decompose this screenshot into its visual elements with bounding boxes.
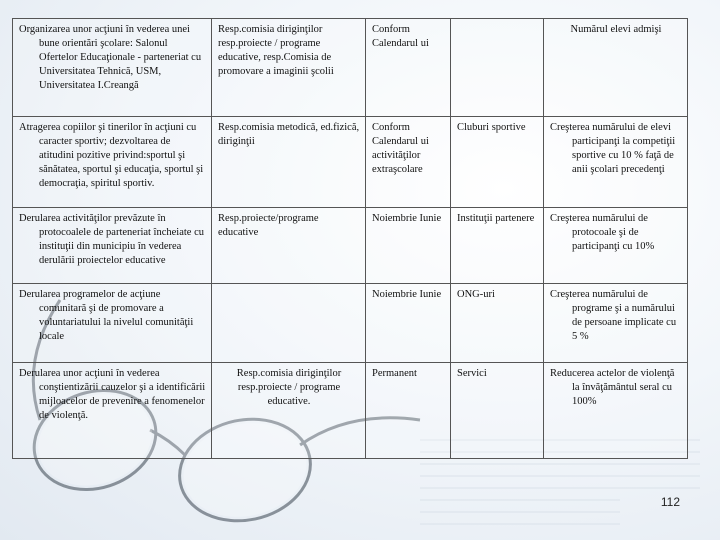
activity-cell: Derularea activităţilor prevăzute în protocoalele de parteneriat încheiate cu instituţii din municipiu în vederea derulării proiectelor educative	[13, 208, 212, 284]
responsible-cell: Resp.comisia diriginţilor resp.proiecte / programe educative.	[212, 363, 366, 459]
page-number: 112	[660, 495, 680, 509]
activity-cell: Organizarea unor acţiuni în vederea unei bune orientări şcolare: Salonul Ofertelor Educaţionale - parteneriat cu Universitatea Tehnică, USM, Universitatea I.Creangă	[13, 19, 212, 117]
responsible-cell: Resp.proiecte/programe educative	[212, 208, 366, 284]
activity-cell: Atragerea copiilor şi tinerilor în acţiuni cu caracter sportiv; dezvoltarea de atitudini pozitive privind:sportul şi sănătatea, sportul şi educaţia, sportul şi democraţia, spiritul sportiv.	[13, 117, 212, 208]
term-cell: Permanent	[366, 363, 451, 459]
activity-cell: Derularea programelor de acţiune comunitară şi de promovare a voluntariatului la nivelul comunităţii locale	[13, 284, 212, 363]
resources-cell: Servici	[451, 363, 544, 459]
responsible-cell: Resp.comisia diriginţilor resp.proiecte / programe educative, resp.Comisia de promovare a imaginii şcolii	[212, 19, 366, 117]
term-cell: Noiembrie Iunie	[366, 208, 451, 284]
resources-cell: Cluburi sportive	[451, 117, 544, 208]
responsible-cell	[212, 284, 366, 363]
responsible-cell: Resp.comisia metodică, ed.fizică, diriginţii	[212, 117, 366, 208]
table-row	[13, 208, 688, 284]
activity-cell: Derularea unor acţiuni în vederea conştientizării cauzelor şi a identificării mijloacelor de prevenire a fenomenelor de violenţă.	[13, 363, 212, 459]
table-row	[13, 284, 688, 363]
indicator-cell: Reducerea actelor de violenţă la învăţământul seral cu 100%	[544, 363, 688, 459]
indicator-cell: Creşterea numărului de protocoale şi de participanţi cu 10%	[544, 208, 688, 284]
table-row	[13, 363, 688, 459]
indicator-cell: Creşterea numărului de elevi participanţi la competiţii sportive cu 10 % faţă de anii şcolari precedenţi	[544, 117, 688, 208]
resources-cell: ONG-uri	[451, 284, 544, 363]
table-row	[13, 19, 688, 117]
term-cell: Conform Calendarul ui activităţilor extraşcolare	[366, 117, 451, 208]
table-row	[13, 117, 688, 208]
resources-cell: Instituţii partenere	[451, 208, 544, 284]
resources-cell	[451, 19, 544, 117]
term-cell: Noiembrie Iunie	[366, 284, 451, 363]
term-cell: Conform Calendarul ui	[366, 19, 451, 117]
activities-table	[12, 18, 688, 459]
indicator-cell: Creşterea numărului de programe şi a numărului de persoane implicate cu 5 %	[544, 284, 688, 363]
indicator-cell: Numărul elevi admişi	[544, 19, 688, 117]
